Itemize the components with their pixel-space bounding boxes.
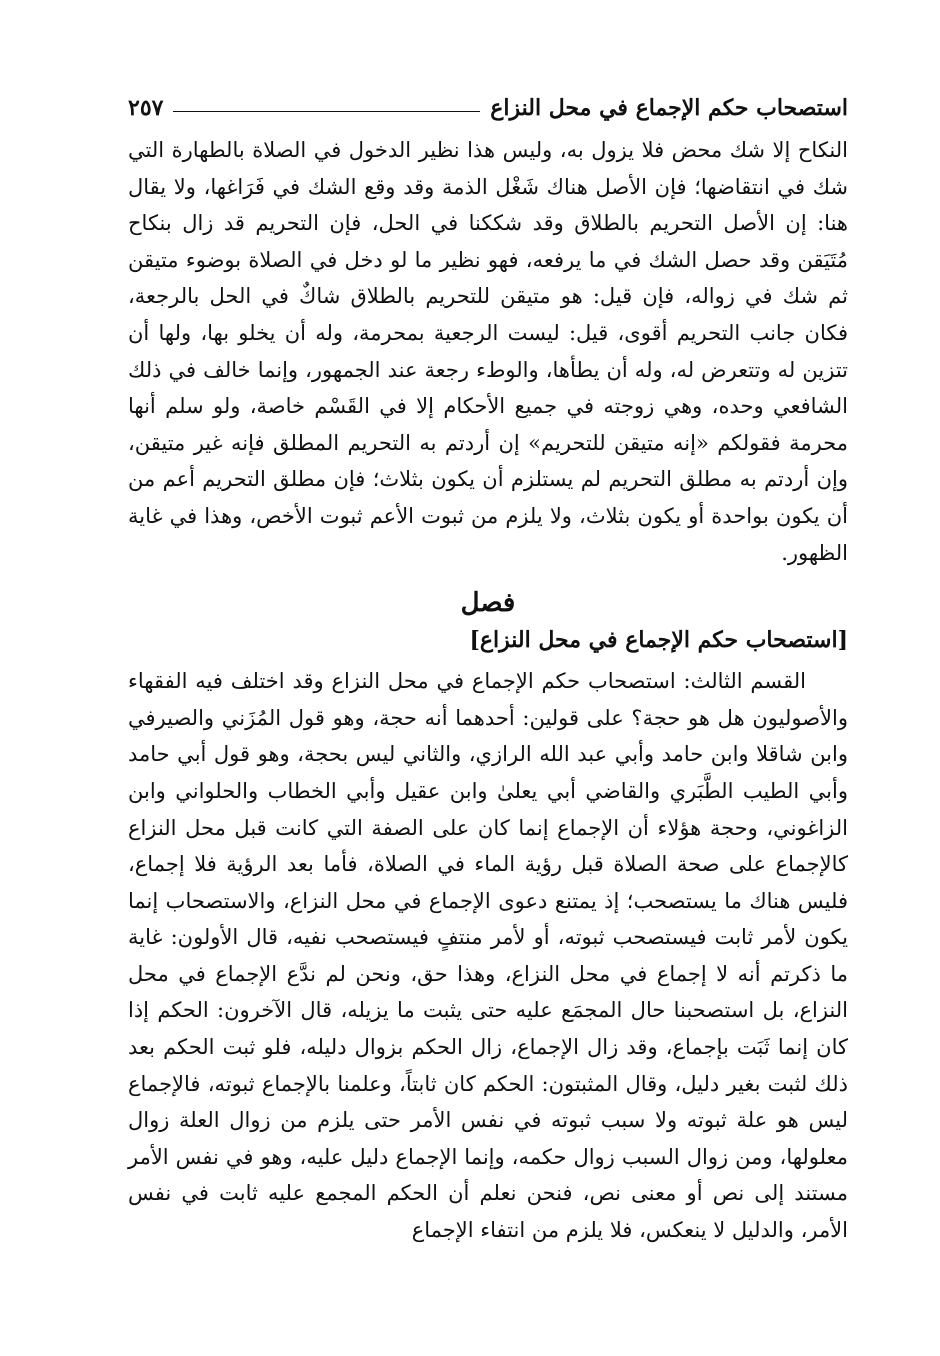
running-title: استصحاب حكم الإجماع في محل النزاع <box>490 95 848 121</box>
section-subtitle: [استصحاب حكم الإجماع في محل النزاع] <box>469 627 848 654</box>
paragraph-third-section: القسم الثالث: استصحاب حكم الإجماع في محل النزاع وقد اختلف فيه الفقهاء والأصوليون هل هو حجة؟ على قولين: أحدهما أنه حجة، وهو قول المُزَني والصيرفي وابن شاقلا وابن حامد وأبي عبد الله الرازي، والثاني ليس بحجة، وهو قول أبي حامد وأبي الطيب الطَّبَري والقاضي أبي يعلىٰ وابن عقيل وأبي الخطاب والحلواني وابن الزاغوني، وحجة هؤلاء أن الإجماع إنما كان على الصفة التي كانت قبل محل النزاع كالإجماع على صحة الصلاة قبل رؤية الماء في الصلاة، فأما بعد الرؤية فلا إجماع، فليس هناك ما يستصحب؛ إذ يمتنع دعوى الإجماع في محل النزاع، والاستصحاب إنما يكون لأمر ثابت فيستصحب ثبوته، أو لأمر منتفٍ فيستصحب نفيه، قال الأولون: غاية ما ذكرتم أنه لا إجماع في محل النزاع، وهذا حق، ونحن لم ندَّع الإجماع في محل النزاع، بل استصحبنا حال المجمَع عليه حتى يثبت ما يزيله، قال الآخرون: الحكم إذا كان إنما ثَبَت بإجماع، وقد زال الإجماع، زال الحكم بزوال دليله، فلو ثبت الحكم بعد ذلك لثبت بغير دليل، وقال المثبتون: الحكم كان ثابتاً، وعلمنا بالإجماع ثبوته، فالإجماع ليس هو علة ثبوته ولا سبب ثبوته في نفس الأمر حتى يلزم من زوال العلة زوال معلولها، ومن زوال السبب زوال حكمه، وإنما الإجماع دليل عليه، وهو في نفس الأمر مستند إلى نص أو معنى نص، فنحن نعلم أن الحكم المجمع عليه ثابت في نفس الأمر، والدليل لا ينعكس، فلا يلزم من انتفاء الإجماع <box>128 669 848 1243</box>
page-number: ٢٥٧ <box>128 95 164 121</box>
page-header <box>128 86 848 130</box>
page-body <box>128 132 848 1249</box>
section-title: فصل <box>460 588 516 619</box>
book-page <box>128 86 848 1249</box>
header-rule <box>173 111 480 112</box>
paragraph-continuation: النكاح إلا شك محض فلا يزول به، وليس هذا نظير الدخول في الصلاة بالطهارة التي شك في انتقاضها؛ فإن الأصل هناك شَغْل الذمة وقد وقع الشك في فَرَاغها، ولا يقال هنا: إن الأصل التحريم بالطلاق وقد شككنا في الحل، فإن التحريم قد زال بنكاح مُتَيَقن وقد حصل الشك في ما يرفعه، فهو نظير ما لو دخل في الصلاة بوضوء متيقن ثم شك في زواله، فإن قيل: هو متيقن للتحريم بالطلاق شاكٌ في الحل بالرجعة، فكان جانب التحريم أقوى، قيل: ليست الرجعية بمحرمة، وله أن يخلو بها، ولها أن تتزين له وتتعرض له، وله أن يطأها، والوطء رجعة عند الجمهور، وإنما خالف في ذلك الشافعي وحده، وهي زوجته في جميع الأحكام إلا في القَسْم خاصة، ولو سلم أنها محرمة فقولكم «إنه متيقن للتحريم» إن أردتم به التحريم المطلق فإنه غير متيقن، وإن أردتم به مطلق التحريم لم يستلزم أن يكون بثلاث؛ فإن مطلق التحريم أعم من أن يكون بواحدة أو يكون بثلاث، ولا يلزم من ثبوت الأعم ثبوت الأخص، وهذا في غاية الظهور. <box>128 138 848 565</box>
